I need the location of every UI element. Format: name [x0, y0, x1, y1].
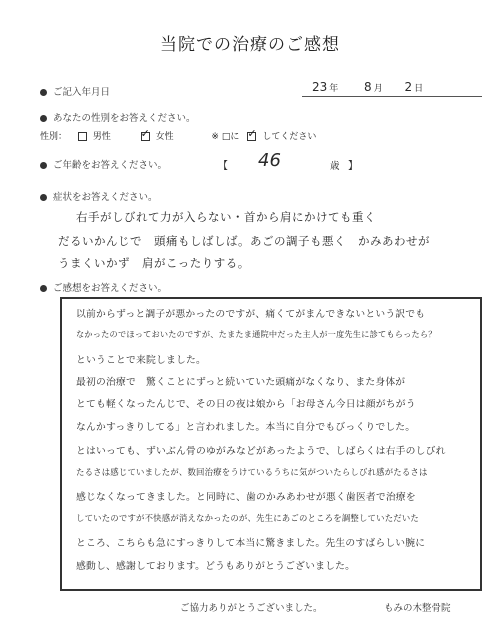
gender-note: ※ □に [211, 132, 240, 142]
male-label: 男性 [92, 132, 111, 142]
impression-line: していたのですが不快感が消えなかったのが、先生にあごのところを調整していただいた [76, 513, 419, 523]
bullet-icon [40, 285, 47, 292]
impression-line: たるさは感じていましたが、数回治療をうけているうちに気がついたらしびれ感がたるさは [76, 467, 428, 477]
impression-line: ということで来院しました。 [76, 355, 206, 366]
impression-line: 感じなくなってきました。と同時に、歯のかみあわせが悪く歯医者で治療を [76, 492, 416, 503]
footer-thanks: ご協力ありがとうございました。 [180, 603, 323, 614]
year-unit: 年 [329, 84, 339, 94]
gender-label: 性別： [40, 132, 68, 142]
gender-question [40, 110, 196, 124]
note-check-icon [247, 132, 256, 141]
bullet-icon [40, 89, 47, 96]
impression-line: なかったのでほっておいたのですが、たまたま通院中だった主人が一度先生に診てもらったら？ [76, 329, 437, 339]
impression-line: とはいっても、ずいぶん骨のゆがみなどがあったようで、しばらくは右手のしびれ [76, 446, 446, 457]
date-question [40, 84, 110, 98]
date-label: ご記入年月日 [53, 87, 111, 98]
age-close-bracket: 】 [348, 161, 358, 172]
bullet-icon [40, 194, 47, 201]
impression-line: 以前からずっと調子が悪かったのですが、痛くてがまんできないという訳でも [76, 309, 426, 320]
impressions-question [40, 280, 167, 294]
date-underline [302, 96, 482, 97]
date-day: 2 [404, 80, 413, 94]
age-open-bracket: 【 [218, 161, 228, 172]
impression-line: 感動し、感謝しております。どうもありがとうございました。 [76, 561, 356, 572]
age-question-text: ご年齢をお答えください。 [53, 160, 168, 171]
symptom-line: うまくいかず 肩がこったりする。 [58, 256, 250, 270]
symptom-line: 右手がしびれて力が入らない・首から肩にかけても重く [76, 210, 376, 224]
gender-row [40, 129, 322, 142]
footer-clinic: もみの木整骨院 [384, 603, 451, 614]
bullet-icon [40, 115, 47, 122]
symptoms-question-text: 症状をお答えください。 [53, 192, 158, 203]
gender-question-text: あなたの性別をお答えください。 [53, 113, 196, 124]
page-title: 当院での治療のご感想 [160, 35, 340, 55]
date-month: 8 [364, 80, 372, 94]
impression-line: とても軽くなったんじで、その日の夜は娘から「お母さん今日は顔がちがう [76, 399, 416, 410]
age-value: 46 [258, 150, 281, 171]
age-question [40, 157, 167, 171]
symptoms-question [40, 189, 158, 203]
month-unit: 月 [373, 84, 383, 94]
female-checkbox[interactable] [141, 132, 150, 141]
symptom-line: だるいかんじで 頭痛もしばしば。あごの調子も悪く かみあわせが [58, 234, 430, 248]
date-year: 23 [312, 80, 328, 94]
bullet-icon [40, 162, 47, 169]
impression-line: 最初の治療で 驚くことにずっと続いていた頭痛がなくなり、また身体が [76, 377, 406, 388]
impression-line: ところ、こちらも急にすっきりして本当に驚きました。先生のすばらしい腕に [76, 538, 426, 549]
impressions-question-text: ご感想をお答えください。 [53, 283, 168, 294]
female-label: 女性 [155, 132, 174, 142]
impression-line: なんかすっきりしてる」と言われました。本当に自分でもびっくりでした。 [76, 422, 416, 433]
date-field [310, 80, 423, 94]
age-unit: 歳 [330, 161, 340, 172]
gender-note2: してください [262, 132, 317, 142]
male-checkbox[interactable] [78, 132, 87, 141]
day-unit: 日 [414, 84, 424, 94]
